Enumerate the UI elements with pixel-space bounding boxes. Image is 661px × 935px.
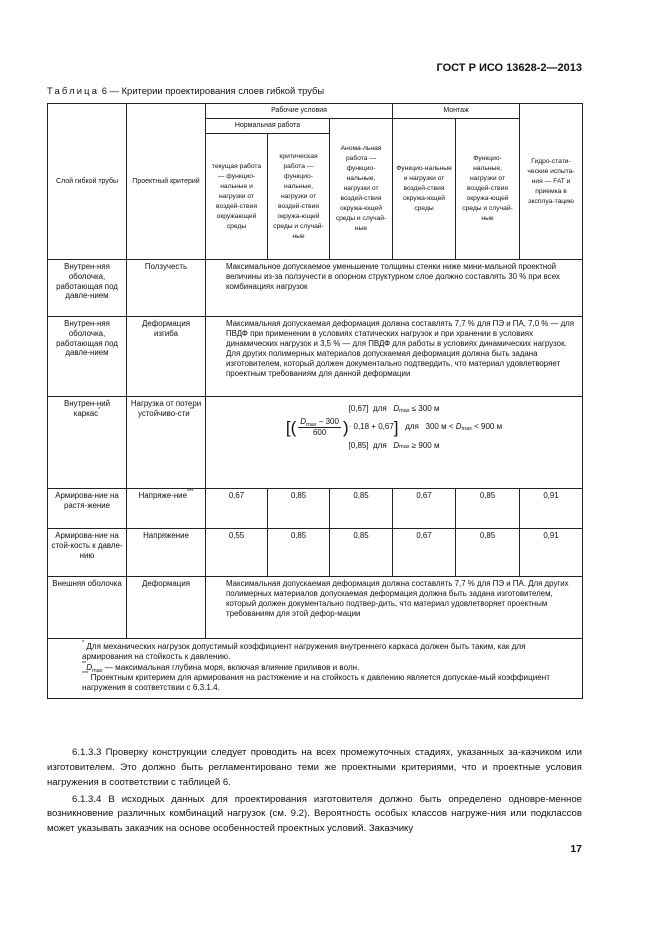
paragraph-6-1-3-4: 6.1.3.4 В исходных данных для проектирования изготовителя должно быть определено одновре-менное возникновение различных комбинаций нагрузок (см. 9.2). Вероятность особых классов нагруже-ния или подклассов может указывать заказчик на основе особенностей проектных условий. Заказчику [47,793,582,835]
row4-value: 0,85 [456,489,520,529]
row5-value: 0,85 [268,529,330,577]
row3-layer: Внутрен-ний каркас* [48,397,127,489]
footnote-1: * Для механических нагрузок допустимый коэффициент нагружения внутреннего каркаса должен быть таким, как для армирования на стойкость к давлению. [82,640,526,662]
header-hydrotest: Гидро-стати-ческие испыта-ния — FAT и приемка в эксплуа-тацию [520,104,583,260]
row2-text: Максимальная допускаемая деформация должна составлять 7,7 % для ПЭ и ПА, 7,0 % — для ПВДФ при применении в условиях статических нагрузок и при хранении в условиях динамических нагрузок и 3,5 % — для ПВДФ для работы в условиях динамических нагрузок. Для других полимерных материалов допускаемая деформация должна быть задана изготовителем, который должен документально подтвердить, что материал удовлетворяет проектным требованиям для данной деформации [206,317,583,397]
header-normal-critical: критическая работа — функцио-нальные, нагрузки от воздей-ствия окружа-ющей среды и случай-ные [268,134,330,260]
row5-value: 0,55 [206,529,268,577]
row4-layer: Армирова-ние на растя-жение [48,489,127,529]
paragraph-6-1-3-3: 6.1.3.3 Проверку конструкции следует проводить на всех промежуточных стадиях, указанных за-казчиком или изготовителем. Это должно быть регламентировано теми же проектными критериями, что и проектные условия нагружения в соответствии с таблицей 6. [47,747,582,788]
row4-value: 0,67 [393,489,456,529]
header-abnormal: Анома-льная работа — функцио-нальные, нагрузки от воздей-ствия окружа-ющей среды и случай-ные [330,119,393,260]
table-caption [47,85,324,96]
row6-criterion: Деформация [127,577,206,639]
header-operating: Рабочие условия [206,104,393,119]
document-code: ГОСТ Р ИСО 13628-2—2013 [436,62,582,74]
buckling-formula: [0,67] для D max ≤ 300 м [ ( $\frac{D_{max} - 300}{600}$ ) · 0,18 + 0,67 ] для 300 м < D max < 900 м [0,85] для D max ≥ 900 м [206,397,583,489]
row5-value: 0,91 [520,529,583,577]
table-footnotes [48,639,583,699]
header-criterion: Проектный критерий [127,104,206,260]
row4-criterion: Напряже-ние*** [127,489,206,529]
header-layer: Слой гибкой трубы [48,104,127,260]
header-inst-functional: Функцио-нальные и нагрузки от воздей-ствия окружа-ющей среды [393,119,456,260]
row2-layer: Внутрен-няя оболочка, работающая под давле-нием [48,317,127,397]
row5-criterion: Напряжение [127,529,206,577]
row6-text: Максимальная допускаемая деформация должна составлять 7,7 % для ПЭ и ПА. Для других полимерных материалов допускаемая деформация должна быть задана изготовителем, который должен документально подтвер-дить, что материал удовлетворяет проектным требованиям для этой дефор-мации [206,577,583,639]
caption-number: 6 [101,85,107,96]
design-criteria-table [47,103,583,699]
row4-value: 0,67 [206,489,268,529]
row1-criterion: Ползучесть [127,260,206,317]
page-number: 17 [570,843,582,855]
header-normal-current: текущая работа — функцио-нальные и нагрузки от воздей-ствия окружающей среды [206,134,268,260]
header-normal: Нормальная работа [206,119,330,134]
body-text [47,746,582,839]
caption-title: — Критерии проектирования слоев гибкой трубы [109,85,325,96]
row4-value: 0,85 [268,489,330,529]
row4-value: 0,91 [520,489,583,529]
caption-label: Таблица [47,85,100,96]
footnote-3: *** Проектным критерием для армирования на растяжение и на стойкость к давлению является допускае-мый коэффициент нагружения в соответствии с 6.3.1.4. [82,670,550,692]
row6-layer: Внешняя оболочка [48,577,127,639]
footnote-2: $^{**}D_{max}$ — максимальная глубина моря, включая влияние приливов и волн. [82,660,360,674]
row1-layer: Внутрен-няя оболочка, работающая под давле-нием [48,260,127,317]
row5-value: 0,85 [330,529,393,577]
row5-value: 0,67 [393,529,456,577]
row5-layer: Армирова-ние на стой-кость к давле-нию [48,529,127,577]
row3-criterion: Нагрузка от потери устойчиво-сти** [127,397,206,489]
row2-criterion: Деформация изгиба [127,317,206,397]
header-inst-functional-random: Функцио-нальные, нагрузки от воздей-ствия окружа-ющей среды и случай-ные [456,119,520,260]
row4-value: 0,85 [330,489,393,529]
row5-value: 0,85 [456,529,520,577]
header-installation: Монтаж [393,104,520,119]
row1-text: Максимальное допускаемое уменьшение толщины стенки ниже мини-мальной проектной величины из-за ползучести в опорном структурном слое должно составлять 30 % при всех комбинациях нагрузок [206,260,583,317]
